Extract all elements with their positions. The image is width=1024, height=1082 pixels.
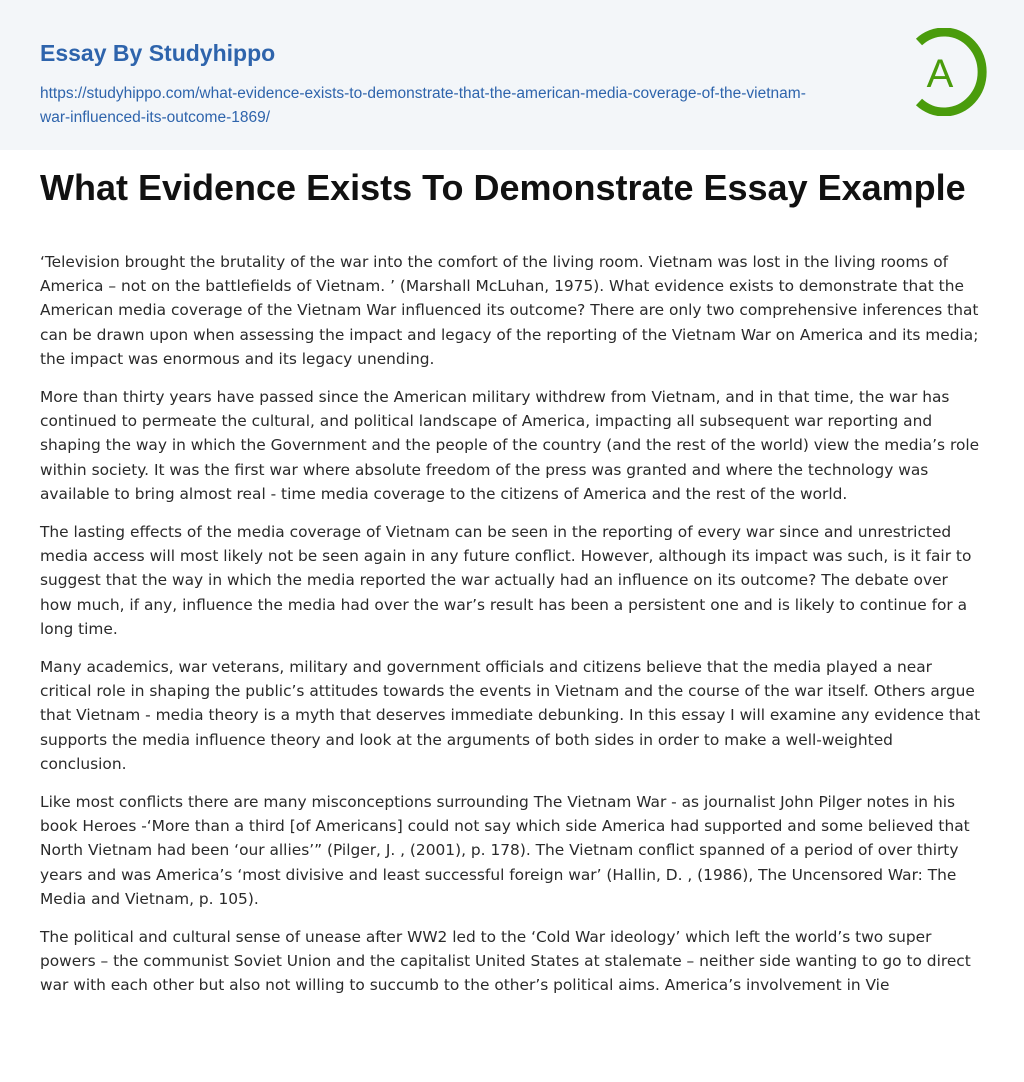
article-body bbox=[40, 250, 984, 1012]
studyhippo-logo-icon bbox=[905, 28, 991, 116]
paragraph: The lasting effects of the media coverage of Vietnam can be seen in the reporting of every war since and unrestricted media access will most likely not be seen again in any future conflict. However, although its impact was such, is it fair to suggest that the way in which the media reported the war actually had an influence on its outcome? The debate over how much, if any, influence the media had over the war’s result has been a persistent one and is likely to continue for a long time. bbox=[40, 523, 972, 638]
svg-text:A: A bbox=[926, 52, 954, 96]
paragraph: More than thirty years have passed since the American military withdrew from Vietnam, and in that time, the war has continued to permeate the cultural, and political landscape of America, impacting all subsequent war reporting and shaping the way in which the Government and the people of the country (and the rest of the world) view the media’s role within society. It was the first war where absolute freedom of the press was granted and where the technology was available to bring almost real - time media coverage to the citizens of America and the rest of the world. bbox=[40, 388, 980, 503]
paragraph: ‘Television brought the brutality of the war into the comfort of the living room. Vietnam was lost in the living rooms of America – not on the battlefields of Vietnam. ’ (Marshall McLuhan, 1975). What evidence exists to demonstrate that the American media coverage of the Vietnam War influenced its outcome? There are only two comprehensive inferences that can be drawn upon when assessing the impact and legacy of the reporting of the Vietnam War on America and its media; the impact was enormous and its legacy unending. bbox=[40, 253, 979, 368]
page-title: What Evidence Exists To Demonstrate Essay Example bbox=[40, 167, 966, 208]
paragraph: Like most conflicts there are many misconceptions surrounding The Vietnam War - as journalist John Pilger notes in his book Heroes -‘More than a third [of Americans] could not say which side America had supported and some believed that North Vietnam had been ‘our allies’” (Pilger, J. , (2001), p. 178). The Vietnam conflict spanned of a period of over thirty years and was America’s ‘most divisive and least successful foreign war’ (Hallin, D. , (1986), The Uncensored War: The Media and Vietnam, p. 105). bbox=[40, 793, 970, 908]
paragraph: The political and cultural sense of unease after WW2 led to the ‘Cold War ideology’ which left the world’s two super powers – the communist Soviet Union and the capitalist United States at stalemate – neither side wanting to go to direct war with each other but also not willing to succumb to the other’s political aims. America’s involvement in Vie bbox=[40, 928, 971, 995]
paragraph: Many academics, war veterans, military and government officials and citizens believe that the media played a near critical role in shaping the public’s attitudes towards the events in Vietnam and the course of the war itself. Others argue that Vietnam - media theory is a myth that deserves immediate debunking. In this essay I will examine any evidence that supports the media influence theory and look at the arguments of both sides in order to make a well-weighted conclusion. bbox=[40, 658, 981, 773]
source-url-link[interactable]: https://studyhippo.com/what-evidence-exists-to-demonstrate-that-the-american-media-coverage-of-the-vietnam-war-influenced-its-outcome-1869/ bbox=[40, 85, 806, 126]
site-header bbox=[0, 0, 1024, 150]
brand-title: Essay By Studyhippo bbox=[40, 40, 276, 66]
